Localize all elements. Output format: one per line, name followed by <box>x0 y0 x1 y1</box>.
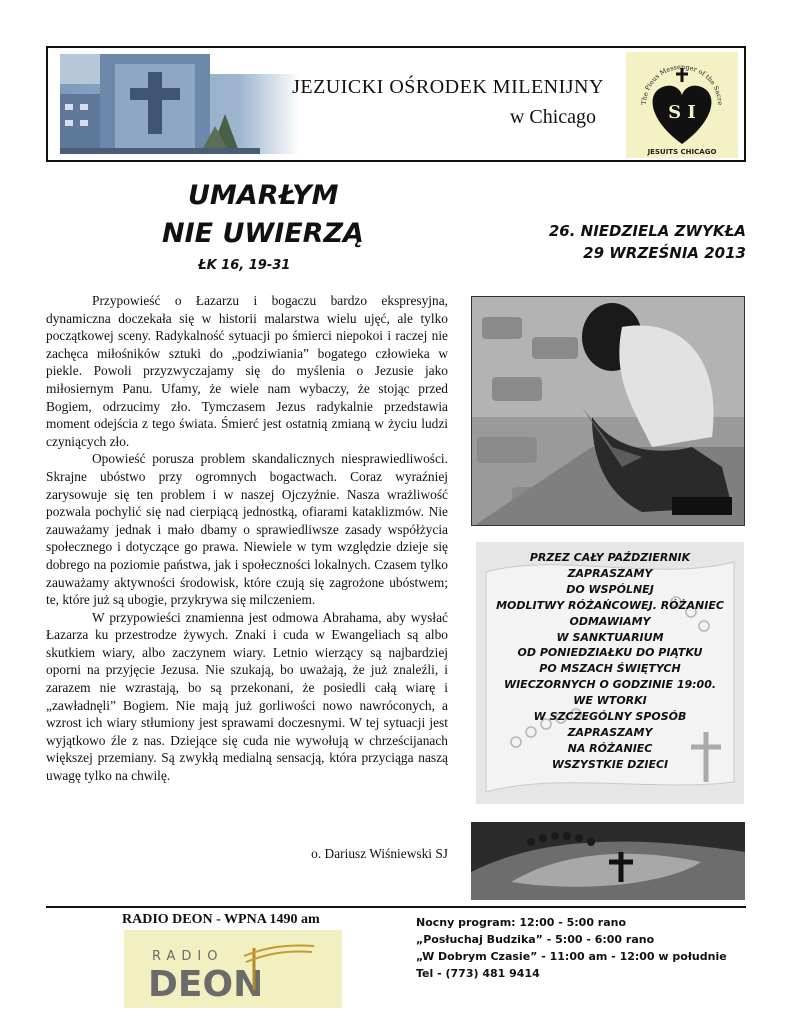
announcement-line: ODMAWIAMY <box>569 614 651 628</box>
jesuits-logo <box>626 52 738 158</box>
announcement-line: WIECZORNYCH O GODZINIE 19:00. <box>503 678 717 692</box>
announcement-line: W SANKTUARIUM <box>556 630 664 644</box>
praying-man-image <box>472 297 745 526</box>
headline-line2: NIE UWIERZĄ <box>162 218 364 249</box>
article-author: o. Dariusz Wiśniewski SJ <box>311 846 448 861</box>
article-body <box>46 292 448 785</box>
article-paragraph: Opowieść porusza problem skandalicznych niesprawiedliwości. Skrajne ubóstwo przy ogromnych bogactwach. Coraz wyraźniej zarysowuje się ten problem i w naszej Ojczyźnie. Nasza wrażliwość pozwala pochylić się nad cierpiącą jednostką, ofiarami kataklizmów. Nie zauważamy jednak i mało dbamy o sprawiedliwsze zasady współżycia społecznego i dotyczące go prawa. Niewiele w tym względzie dzieje się dobrego na poziomie państwa, jak i społeczności lokalnych. Czasem tylko zauważamy aktywności środowisk, które czują się zagrożone ubóstwem; te, które już są ubogie, przykrywa się milczeniem. <box>46 451 448 608</box>
announcement-line: DO WSPÓLNEJ <box>566 582 654 596</box>
rosary-hands-image <box>471 822 745 900</box>
center-title: JEZUICKI OŚRODEK MILENIJNY <box>292 76 604 98</box>
schedule-line: Nocny program: 12:00 - 5:00 rano <box>416 916 627 929</box>
announcement-line: PO MSZACH ŚWIĘTYCH <box>539 662 681 676</box>
radio-logo-top-text: RADIO <box>152 949 224 964</box>
schedule-line: „Posłuchaj Budzika” - 5:00 - 6:00 rano <box>416 933 655 946</box>
praying-man-photo <box>471 296 745 526</box>
radio-deon-logo-icon <box>124 930 342 1008</box>
logo-ring-text: The Pious Messenger of the Sacre <box>639 62 725 106</box>
scripture-reference: ŁK 16, 19-31 <box>198 258 291 273</box>
radio-logo-main-text: DEON <box>148 964 264 1005</box>
header-box <box>46 46 746 162</box>
liturgical-sunday: 26. NIEDZIELA ZWYKŁA <box>548 222 746 240</box>
issue-date: 29 WRZEŚNIA 2013 <box>583 244 746 262</box>
announcement-line: NA RÓŻANIEC <box>567 741 653 755</box>
announcement-line: ZAPRASZAMY <box>567 725 653 739</box>
sacred-heart-logo-icon <box>626 52 738 158</box>
radio-deon-logo <box>124 930 342 1008</box>
rosary-hands-photo <box>471 822 745 900</box>
announcement-line: OD PONIEDZIAŁKU DO PIĄTKU <box>517 646 703 660</box>
announcement-line: WE WTORKI <box>573 694 647 708</box>
article-paragraph: W przypowieści znamienna jest odmowa Abrahama, aby wysłać Łazarza ku przestrodze żywych. Znaki i cuda w Ewangeliach są albo skutkiem wiary, albo zaczynem wiary. Letnio wierzący są najbardziej oporni na przyjęcie Jezusa. Nie szukają, bo uważają, że już znaleźli, i zarazem nie wzrastają, bo są przekonani, że posiedli całą wiarę i „zawładnęli” Bogiem. Nie mają już gorliwości nowo nawróconych, a wzrost ich wiary stłumiony jest sprawami doczesnymi. W tej sytuacji jest wyjątkowo źle z nas. Dziejące się cuda nie wywołują w chrześcijanach większej przemiany. Są zwykłą medialną sensacją, która przyciąga naszą uwagę tylko na chwilę. <box>46 609 448 784</box>
headline-line1: UMARŁYM <box>188 180 339 211</box>
article-paragraph: Przypowieść o Łazarzu i bogaczu bardzo ekspresyjna, dynamiczna doczekała się w historii malarstwa wielu ujęć, ale tylko początkowej sceny. Radykalność sytuacji po śmierci niepokoi i raczej nie zachęca miłośników sztuki do „podziwiania” bogatego człowieka w piekle. Powoli przyzwyczajamy się do myślenia o Jezusie jako miłosiernym Panu. Ufamy, że wiele nam wybaczy, że stojąc przed Bogiem, odrzucimy zło. Tymczasem Jezus radykalnie przedstawia moment odejścia z tego świata. Śmierć jest ostatnią zmianą w życiu ludzi czyniących zło. <box>46 293 448 449</box>
church-building-image <box>60 54 300 154</box>
announcement-line: PRZEZ CAŁY PAŹDZIERNIK <box>529 551 691 564</box>
center-subtitle: w Chicago <box>509 106 596 128</box>
logo-letters: S I <box>668 102 696 123</box>
radio-schedule <box>416 914 727 982</box>
announcement-line: MODLITWY RÓŻAŃCOWEJ. RÓŻANIEC <box>496 598 724 612</box>
radio-station-title: RADIO DEON - WPNA 1490 am <box>122 912 320 927</box>
announcement-line: W SZCZEGÓLNY SPOSÓB <box>533 710 687 724</box>
schedule-line: „W Dobrym Czasie” - 11:00 am - 12:00 w południe <box>416 950 727 963</box>
logo-bottom-text: JESUITS CHICAGO <box>647 148 717 156</box>
rosary-announcement <box>476 542 744 804</box>
announcement-line: ZAPRASZAMY <box>567 566 653 580</box>
footer-divider <box>46 906 746 908</box>
announcement-line: WSZYSTKIE DZIECI <box>551 757 669 771</box>
schedule-line: Tel - (773) 481 9414 <box>416 967 540 980</box>
announcement-text <box>476 550 744 773</box>
